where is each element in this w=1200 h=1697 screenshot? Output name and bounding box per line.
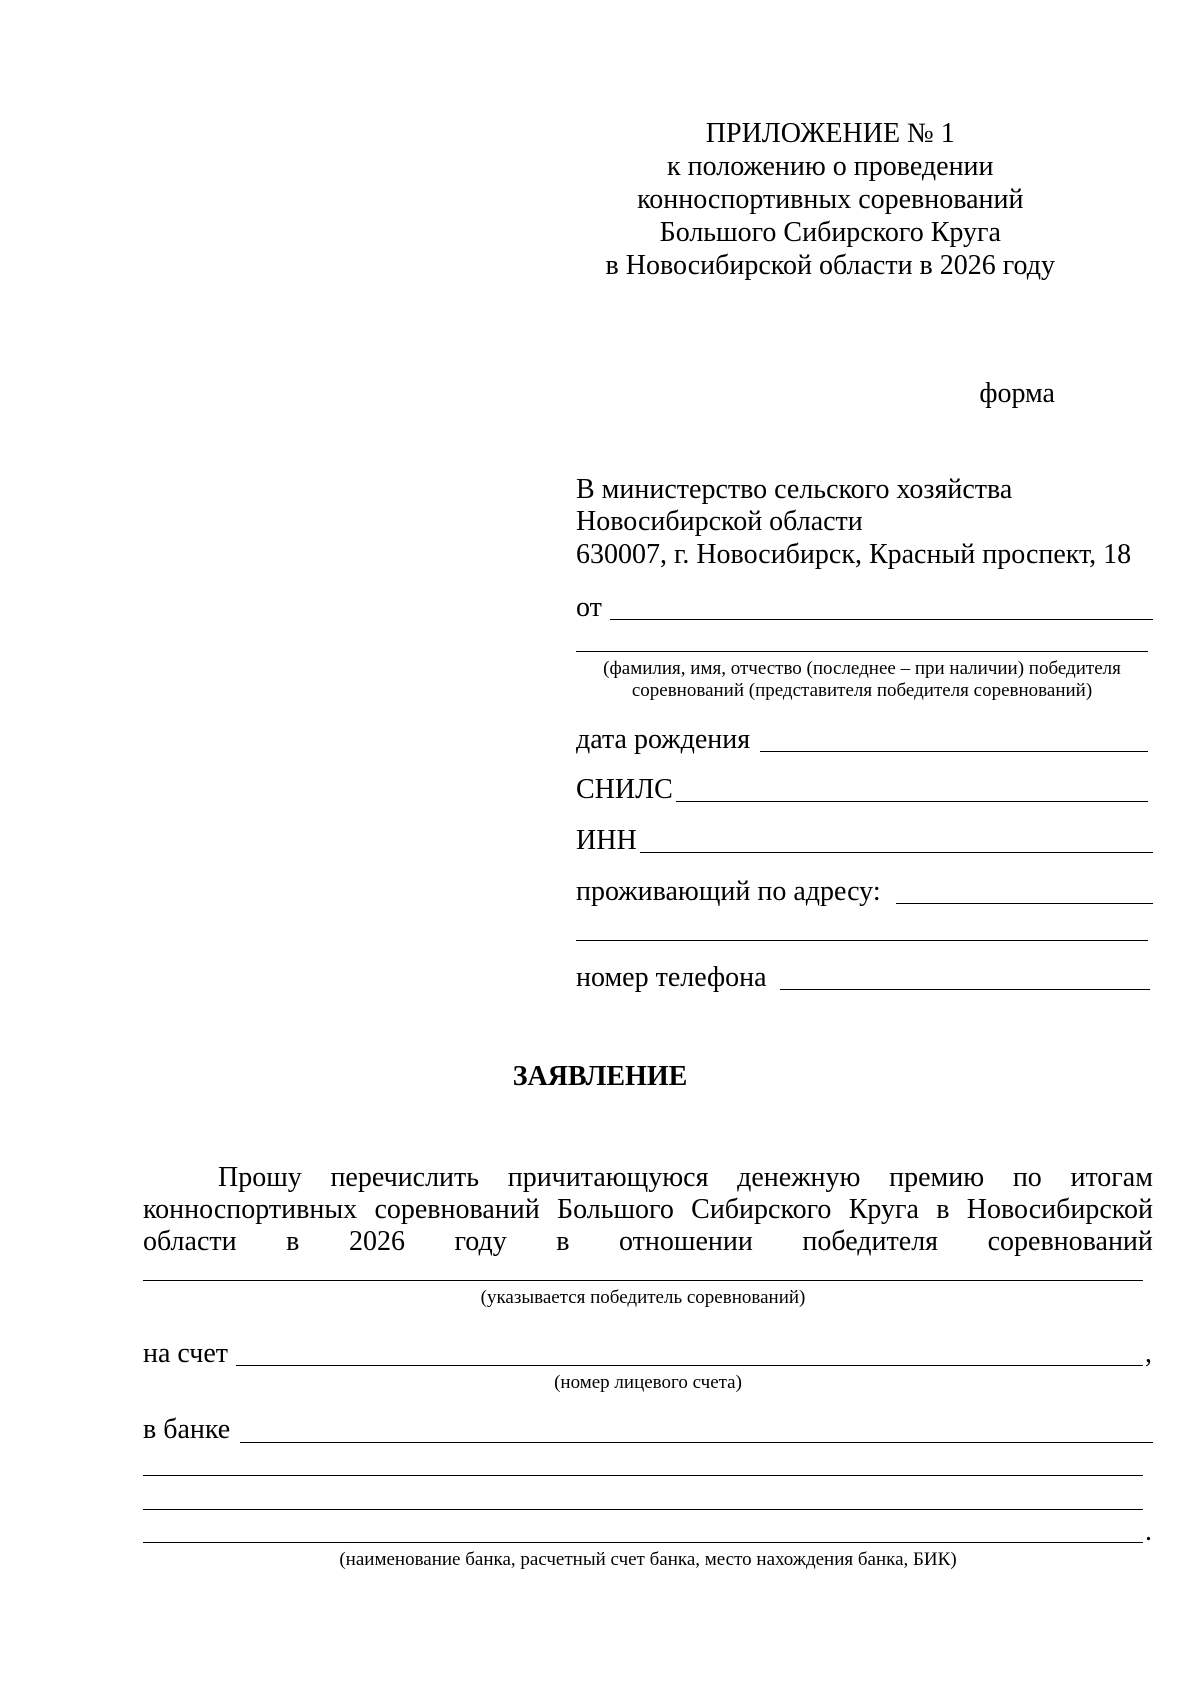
- appendix-title: ПРИЛОЖЕНИЕ № 1: [705, 118, 955, 149]
- phone-field[interactable]: [780, 989, 1150, 990]
- appendix-line: Большого Сибирского Круга: [659, 217, 1001, 248]
- appendix-header: [606, 117, 1055, 282]
- inn-field[interactable]: [640, 852, 1153, 853]
- appendix-line: к положению о проведении: [667, 151, 994, 182]
- appendix-line: конноспортивных соревнований: [637, 184, 1024, 215]
- addressee-line3: 630007, г. Новосибирск, Красный проспект, 18: [576, 539, 1132, 570]
- from-caption-line2: соревнований (представителя победителя соревнований): [631, 680, 1093, 701]
- account-comma: ,: [1145, 1338, 1152, 1369]
- bank-caption: (наименование банка, расчетный счет банка, место нахождения банка, БИК): [339, 1549, 957, 1570]
- appendix-line: в Новосибирской области в 2026 году: [605, 250, 1055, 281]
- snils-label: СНИЛС: [576, 774, 673, 805]
- bank-field-3[interactable]: [143, 1509, 1143, 1510]
- snils-field[interactable]: [676, 801, 1148, 802]
- from-label: от: [576, 592, 602, 623]
- body-line-2: конноспортивных соревнований Большого Сибирского Круга в Новосибирской: [143, 1194, 1153, 1225]
- from-caption-line1: (фамилия, имя, отчество (последнее – при наличии) победителя: [603, 658, 1121, 679]
- from-name-field[interactable]: [610, 619, 1153, 620]
- winner-field[interactable]: [143, 1280, 1143, 1281]
- bank-label: в банке: [143, 1414, 231, 1445]
- address-label: проживающий по адресу:: [576, 876, 881, 907]
- addressee-line2: Новосибирской области: [576, 506, 863, 537]
- inn-label: ИНН: [576, 825, 637, 856]
- bank-field-2[interactable]: [143, 1475, 1143, 1476]
- account-field[interactable]: [236, 1365, 1143, 1366]
- winner-caption: (указывается победитель соревнований): [480, 1287, 806, 1308]
- birth-date-label: дата рождения: [576, 724, 751, 755]
- address-field-2[interactable]: [576, 940, 1148, 941]
- addressee-line1: В министерство сельского хозяйства: [576, 474, 1013, 505]
- phone-label: номер телефона: [576, 962, 767, 993]
- account-caption: (номер лицевого счета): [554, 1372, 742, 1393]
- body-line-1: Прошу перечислить причитающуюся денежную премию по итогам: [218, 1162, 1153, 1193]
- account-label: на счет: [143, 1338, 229, 1369]
- from-name-field-2[interactable]: [576, 651, 1148, 652]
- address-field[interactable]: [896, 903, 1153, 904]
- birth-date-field[interactable]: [760, 751, 1148, 752]
- body-line-3: области в 2026 году в отношении победителя соревнований: [143, 1226, 1153, 1257]
- bank-field-4[interactable]: [143, 1542, 1143, 1543]
- bank-field[interactable]: [240, 1442, 1153, 1443]
- statement-title: ЗАЯВЛЕНИЕ: [512, 1061, 688, 1092]
- form-label: форма: [979, 378, 1055, 409]
- bank-period: .: [1145, 1516, 1152, 1547]
